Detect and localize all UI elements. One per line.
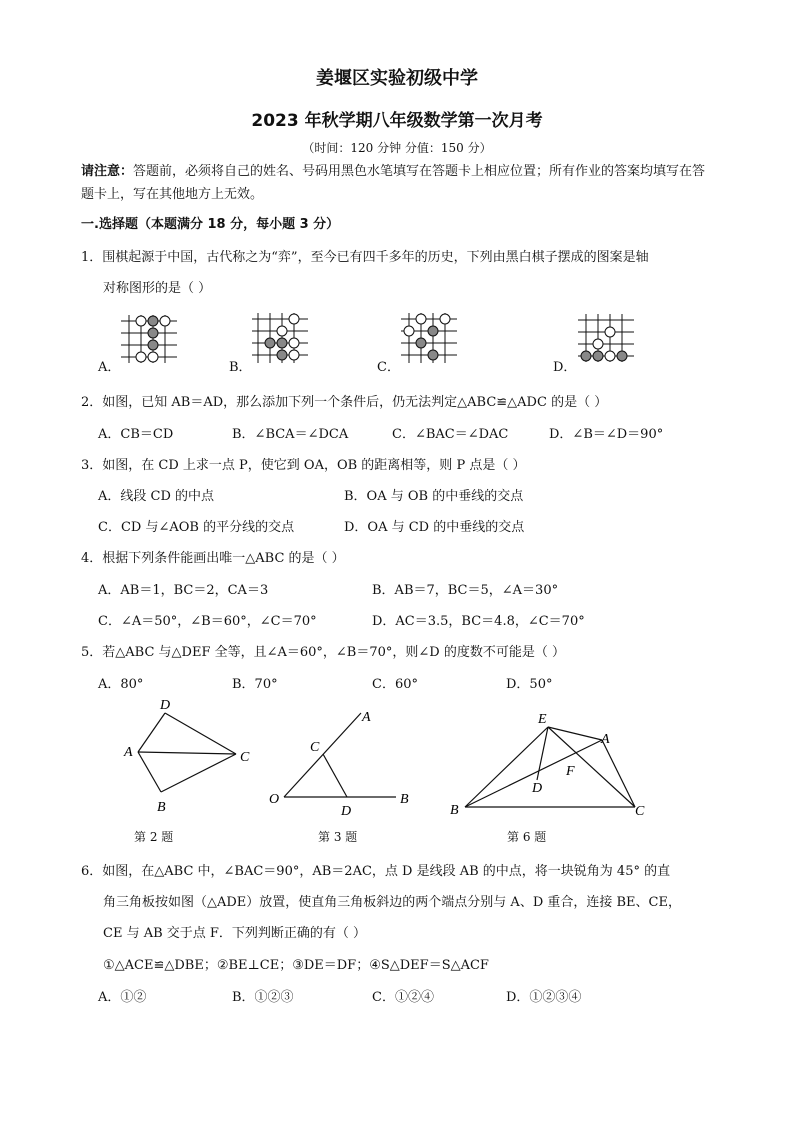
section-heading: 一.选择题（本题满分 18 分，每小题 3 分） bbox=[81, 217, 340, 232]
q4-option-c: C．∠A＝50°，∠B＝60°，∠C＝70° bbox=[98, 614, 317, 629]
q6-option-c: C．①②④ bbox=[372, 990, 434, 1005]
go-board-b bbox=[252, 313, 308, 363]
fig2-label-b: B bbox=[157, 800, 166, 815]
q5-option-c: C．60° bbox=[372, 677, 418, 692]
fig3-label-d: D bbox=[341, 804, 352, 819]
q1-option-b: B． bbox=[229, 360, 252, 375]
q5-option-a: A．80° bbox=[98, 677, 144, 692]
school-title: 姜堰区实验初级中学 bbox=[316, 68, 478, 89]
go-board-d bbox=[578, 314, 634, 362]
q6-line2: 角三角板按如图（△ADE）放置，使直角三角板斜边的两个端点分别与 A、D 重合，连接 BE、CE， bbox=[103, 895, 681, 910]
notice bbox=[81, 160, 711, 206]
q1-option-a: A． bbox=[98, 360, 121, 375]
q6-option-a: A．①② bbox=[98, 990, 147, 1005]
fig3-label-c: C bbox=[310, 740, 320, 755]
q6-line1: 6．如图，在△ABC 中，∠BAC＝90°，AB＝2AC，点 D 是线段 AB 的中点，将一块锐角为 45° 的直 bbox=[81, 864, 671, 879]
fig3-label-b: B bbox=[400, 792, 409, 807]
fig3-label-a: A bbox=[362, 710, 371, 725]
fig3-label-o: O bbox=[269, 792, 280, 807]
q1-option-c: C． bbox=[377, 360, 400, 375]
figure-q2 bbox=[118, 695, 258, 820]
q1-line1: 1．围棋起源于中国，古代称之为“弈”，至今已有四千多年的历史，下列由黑白棋子摆成的图案是轴 bbox=[81, 250, 649, 265]
fig2-label-c: C bbox=[240, 750, 250, 765]
q2-option-c: C．∠BAC＝∠DAC bbox=[392, 427, 509, 442]
q3-option-b: B．OA 与 OB 的中垂线的交点 bbox=[344, 489, 524, 504]
fig6-label-e: E bbox=[538, 712, 547, 727]
q2-option-a: A．CB＝CD bbox=[98, 427, 174, 442]
q6-line3: CE 与 AB 交于点 F．下列判断正确的有（ ） bbox=[103, 926, 367, 941]
q3-stem: 3．如图，在 CD 上求一点 P，使它到 OA，OB 的距离相等，则 P 点是（ ） bbox=[81, 458, 526, 473]
q1-option-d: D． bbox=[553, 360, 577, 375]
fig6-label-f: F bbox=[566, 764, 575, 779]
q6-option-b: B．①②③ bbox=[232, 990, 294, 1005]
q4-option-a: A．AB＝1，BC＝2，CA＝3 bbox=[98, 583, 269, 598]
fig6-label-c: C bbox=[635, 804, 645, 819]
q2-stem: 2．如图，已知 AB＝AD，那么添加下列一个条件后，仍无法判定△ABC≌△ADC 的是（ ） bbox=[81, 395, 608, 410]
fig2-caption: 第 2 题 bbox=[134, 830, 174, 844]
exam-title: 2023 年秋学期八年级数学第一次月考 bbox=[251, 111, 543, 131]
notice-text: 答题前，必须将自己的姓名、号码用黑色水笔填写在答题卡上相应位置；所有作业的答案均填写在答题卡上，写在其他地方上无效。 bbox=[81, 164, 706, 202]
exam-info: （时间：120 分钟 分值：150 分） bbox=[302, 141, 492, 155]
q6-statements: ①△ACE≌△DBE；②BE⊥CE；③DE＝DF；④S△DEF＝S△ACF bbox=[103, 958, 489, 973]
q2-option-d: D．∠B＝∠D＝90° bbox=[549, 427, 664, 442]
q3-option-d: D．OA 与 CD 的中垂线的交点 bbox=[344, 520, 525, 535]
q5-option-d: D．50° bbox=[506, 677, 553, 692]
q3-option-a: A．线段 CD 的中点 bbox=[98, 489, 215, 504]
fig3-caption: 第 3 题 bbox=[318, 830, 358, 844]
q5-stem: 5．若△ABC 与△DEF 全等，且∠A＝60°，∠B＝70°，则∠D 的度数不可能是（ ） bbox=[81, 645, 565, 660]
fig6-caption: 第 6 题 bbox=[507, 830, 547, 844]
go-board-a bbox=[121, 315, 177, 363]
fig6-label-a: A bbox=[601, 732, 610, 747]
fig6-label-b: B bbox=[450, 803, 459, 818]
q3-option-c: C．CD 与∠AOB 的平分线的交点 bbox=[98, 520, 295, 535]
notice-label: 请注意： bbox=[81, 164, 134, 179]
q1-line2: 对称图形的是（ ） bbox=[103, 281, 212, 296]
q4-option-d: D．AC＝3.5，BC＝4.8，∠C＝70° bbox=[372, 614, 585, 629]
q5-option-b: B．70° bbox=[232, 677, 278, 692]
fig6-label-d: D bbox=[532, 781, 543, 796]
q6-option-d: D．①②③④ bbox=[506, 990, 582, 1005]
figure-q6 bbox=[445, 705, 655, 820]
figure-q3 bbox=[266, 705, 426, 819]
go-board-c bbox=[401, 313, 457, 363]
fig2-label-a: A bbox=[124, 745, 133, 760]
fig2-label-d: D bbox=[160, 698, 171, 713]
q4-option-b: B．AB＝7，BC＝5，∠A＝30° bbox=[372, 583, 559, 598]
q4-stem: 4．根据下列条件能画出唯一△ABC 的是（ ） bbox=[81, 551, 345, 566]
q2-option-b: B．∠BCA＝∠DCA bbox=[232, 427, 349, 442]
